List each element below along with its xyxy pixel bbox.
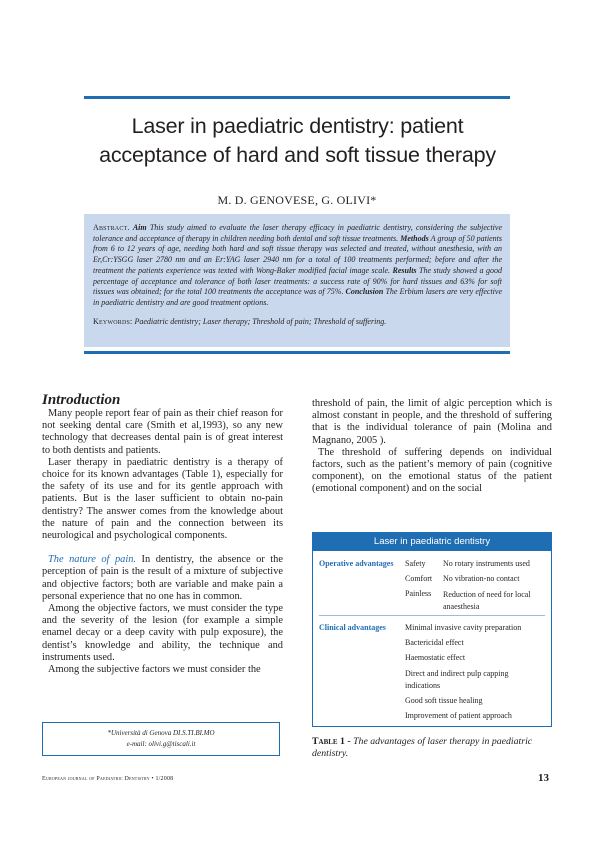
table-cell: Good soft tissue healing (405, 696, 483, 705)
aim-text: This study aimed to evaluate the laser therapy efficacy in paediatric dentistry, considering the subjective tolerance and acceptance of therapy in children needing both dental and soft tissue treatments. (93, 223, 503, 243)
paragraph: The nature of pain. In dentistry, the absence or the perception of pain is the result of a mixture of subjective and objective factors; both are variable and make pain a personal experience that no one has in common. (42, 554, 283, 602)
journal-footer: European journal of Paediatric Dentistry • 1/2008 (42, 776, 174, 782)
table-cell: Reduction of need for local anaesthesia (443, 590, 531, 611)
table-cell: Minimal invasive cavity preparation (405, 623, 522, 632)
affiliation-footnote (42, 722, 280, 756)
caption-text: The advantages of laser therapy in paediatric dentistry. (312, 736, 533, 759)
conclusion-text: The Erbium lasers are very effective in paediatric dentistry and are good treatment options. (93, 287, 502, 307)
paragraph: Many people report fear of pain as their chief reason for not seeking dental care (Smith et al,1993), so any new technology that decreases dental pain is of great interest to both dentists and patients. (42, 408, 283, 456)
abstract-text (93, 223, 502, 309)
conclusion-label: Conclusion (345, 287, 384, 297)
keywords-label: Keywords: (93, 316, 133, 326)
table-header: Laser in paediatric dentistry (313, 533, 551, 551)
subsection-lead: The nature of pain. (48, 554, 137, 566)
paragraph: threshold of pain, the limit of algic perception which is almost constant in people, and the threshold of suffering that is the individual tolerance of pain (Molina and Magnano, 2005 ). (312, 398, 552, 446)
right-column (312, 398, 552, 496)
table-cell: Direct and indirect pulp capping indications (405, 669, 509, 690)
paragraph: Among the subjective factors we must consider the (48, 664, 261, 676)
table-cell: Painless (405, 589, 432, 598)
article-title (70, 112, 525, 170)
bottom-rule (84, 351, 510, 354)
email: e-mail: olivi.g@tiscali.it (126, 740, 196, 748)
table-1 (312, 532, 552, 727)
table-cell: Bactericidal effect (405, 638, 464, 647)
paragraph: Among the objective factors, we must consider the type and the severity of the lesion (for example a simple enamel decay or a deep cavity with pulp exposure), the dentist’s knowledge and ability, the technique and instruments used. (42, 603, 283, 663)
table-cell: Haemostatic effect (405, 653, 466, 662)
keywords-text: Paediatric dentistry; Laser therapy; Threshold of pain; Threshold of suffering. (132, 316, 387, 326)
paragraph: The threshold of suffering depends on individual factors, such as the patient’s memory of pain (cognitive component), on the emotional status of the patient (emotional component) and on the social (312, 446, 552, 495)
caption-label: Table 1 - (312, 736, 351, 747)
aim-label: Aim (132, 223, 147, 232)
results-text: The study showed a good percentage of acceptance and tolerance of both laser treatments: a success rate of 90% for hard tissues and 63% for soft tissues was obtained; for the total 100 treatments the acceptance was of 75%. (93, 265, 502, 297)
table-caption (312, 736, 552, 760)
table-cell: Comfort (405, 574, 433, 583)
authors: M. D. GENOVESE, G. OLIVI* (217, 193, 377, 207)
table-cell: No rotary instruments used (443, 559, 530, 568)
paragraph: Laser therapy in paediatric dentistry is a therapy of choice for its known advantages (Table 1), especially for the safety of its use and for its gentle approach with patients. But is the laser sufficient to obtain no-pain dentistry? The answer comes from the knowledge about the nature of pain and the connection between its neurological and psychological components. (42, 456, 283, 542)
introduction-heading: Introduction (42, 392, 121, 408)
table-cell: No vibration-no contact (443, 574, 520, 583)
abstract-box (84, 214, 510, 347)
left-column (42, 408, 283, 676)
table-divider (319, 615, 545, 616)
affiliation: *Università di Genova DI.S.TI.BI.MO (107, 729, 215, 737)
top-rule (84, 96, 510, 99)
title-line-1: Laser in paediatric dentistry: patient (131, 114, 464, 138)
methods-label: Methods (400, 233, 429, 243)
table-cell: Improvement of patient approach (405, 711, 512, 720)
page-number: 13 (538, 772, 549, 784)
table-cell: Safety (405, 559, 426, 568)
title-line-2: acceptance of hard and soft tissue therapy (99, 143, 496, 167)
results-label: Results (392, 265, 417, 275)
keywords (93, 317, 502, 328)
operative-advantages-label: Operative advantages (319, 559, 394, 568)
abstract-label: Abstract. (93, 223, 130, 232)
clinical-advantages-label: Clinical advantages (319, 623, 386, 632)
methods-text: A group of 50 patients from 6 to 12 years of age, needing both hard and soft tissue therapy was selected and treated, without anesthesia, with an Er,Cr:YSGG laser 2780 nm and an Er:YAG laser 2940 nm for a total of 100 treatments performed; before and after the treatment the patients experience was texted with Wong-Baker modified facial image scale. (93, 233, 503, 275)
